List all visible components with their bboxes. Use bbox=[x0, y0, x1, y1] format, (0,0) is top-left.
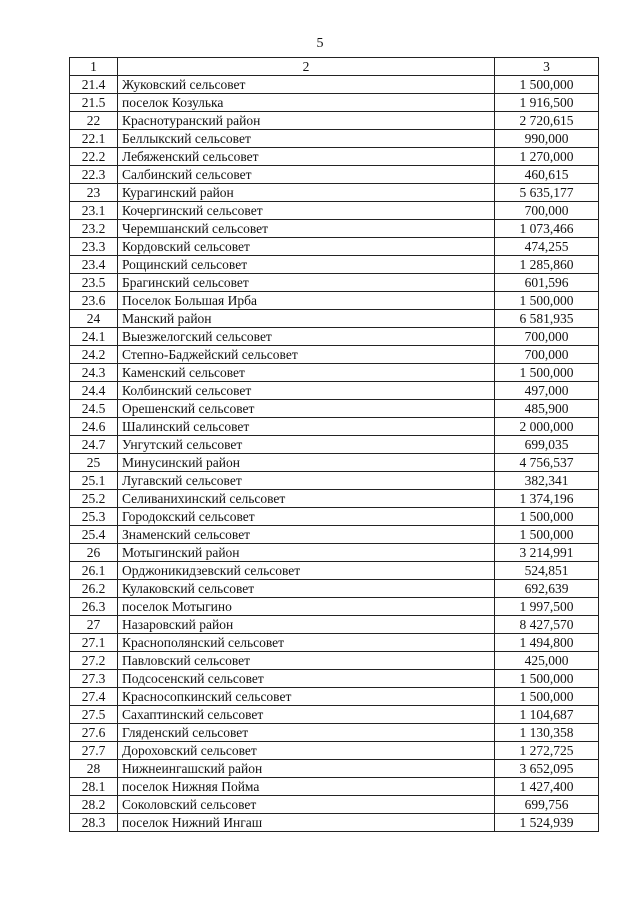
row-amount: 1 374,196 bbox=[495, 490, 599, 508]
row-amount: 2 000,000 bbox=[495, 418, 599, 436]
table-row bbox=[70, 418, 599, 436]
row-number: 28.1 bbox=[70, 778, 118, 796]
row-amount: 1 500,000 bbox=[495, 76, 599, 94]
table-row bbox=[70, 130, 599, 148]
row-name: Сахаптинский сельсовет bbox=[118, 706, 495, 724]
table-row bbox=[70, 616, 599, 634]
row-number: 24.2 bbox=[70, 346, 118, 364]
row-amount: 1 285,860 bbox=[495, 256, 599, 274]
table-row bbox=[70, 526, 599, 544]
row-amount: 1 500,000 bbox=[495, 526, 599, 544]
row-number: 24.4 bbox=[70, 382, 118, 400]
row-name: Брагинский сельсовет bbox=[118, 274, 495, 292]
row-number: 24.6 bbox=[70, 418, 118, 436]
row-name: Кулаковский сельсовет bbox=[118, 580, 495, 598]
allocation-table bbox=[69, 57, 599, 832]
row-amount: 524,851 bbox=[495, 562, 599, 580]
table-row bbox=[70, 472, 599, 490]
row-name: Знаменский сельсовет bbox=[118, 526, 495, 544]
row-name: Мотыгинский район bbox=[118, 544, 495, 562]
row-name: Поселок Большая Ирба bbox=[118, 292, 495, 310]
row-name: Лебяженский сельсовет bbox=[118, 148, 495, 166]
table-row bbox=[70, 670, 599, 688]
table-row bbox=[70, 202, 599, 220]
row-name: Манский район bbox=[118, 310, 495, 328]
row-amount: 1 427,400 bbox=[495, 778, 599, 796]
row-number: 22.1 bbox=[70, 130, 118, 148]
row-name: Селиванихинский сельсовет bbox=[118, 490, 495, 508]
row-amount: 1 104,687 bbox=[495, 706, 599, 724]
row-number: 25.2 bbox=[70, 490, 118, 508]
table-row bbox=[70, 328, 599, 346]
row-amount: 382,341 bbox=[495, 472, 599, 490]
row-amount: 5 635,177 bbox=[495, 184, 599, 202]
row-name: Черемшанский сельсовет bbox=[118, 220, 495, 238]
table-row bbox=[70, 580, 599, 598]
row-amount: 700,000 bbox=[495, 328, 599, 346]
row-amount: 485,900 bbox=[495, 400, 599, 418]
row-number: 26.1 bbox=[70, 562, 118, 580]
row-number: 25.4 bbox=[70, 526, 118, 544]
row-amount: 460,615 bbox=[495, 166, 599, 184]
row-amount: 700,000 bbox=[495, 202, 599, 220]
page-number: 5 bbox=[316, 36, 324, 51]
row-number: 24.7 bbox=[70, 436, 118, 454]
row-amount: 1 524,939 bbox=[495, 814, 599, 832]
row-number: 23 bbox=[70, 184, 118, 202]
row-amount: 8 427,570 bbox=[495, 616, 599, 634]
row-name: Салбинский сельсовет bbox=[118, 166, 495, 184]
row-name: поселок Нижний Ингаш bbox=[118, 814, 495, 832]
row-amount: 6 581,935 bbox=[495, 310, 599, 328]
table-row bbox=[70, 598, 599, 616]
row-number: 27 bbox=[70, 616, 118, 634]
row-number: 22 bbox=[70, 112, 118, 130]
row-number: 22.2 bbox=[70, 148, 118, 166]
row-amount: 1 997,500 bbox=[495, 598, 599, 616]
row-amount: 1 494,800 bbox=[495, 634, 599, 652]
header-row bbox=[70, 58, 599, 76]
row-name: Выезжелогский сельсовет bbox=[118, 328, 495, 346]
row-name: поселок Нижняя Пойма bbox=[118, 778, 495, 796]
table-row bbox=[70, 688, 599, 706]
row-name: Орешенский сельсовет bbox=[118, 400, 495, 418]
table-row bbox=[70, 256, 599, 274]
row-number: 28.3 bbox=[70, 814, 118, 832]
row-name: Минусинский район bbox=[118, 454, 495, 472]
row-number: 27.4 bbox=[70, 688, 118, 706]
table-row bbox=[70, 94, 599, 112]
row-number: 26 bbox=[70, 544, 118, 562]
row-number: 28 bbox=[70, 760, 118, 778]
row-name: Каменский сельсовет bbox=[118, 364, 495, 382]
row-amount: 3 652,095 bbox=[495, 760, 599, 778]
row-amount: 1 916,500 bbox=[495, 94, 599, 112]
row-amount: 1 130,358 bbox=[495, 724, 599, 742]
row-number: 24.1 bbox=[70, 328, 118, 346]
row-name: Степно-Баджейский сельсовет bbox=[118, 346, 495, 364]
table-row bbox=[70, 238, 599, 256]
table-row bbox=[70, 184, 599, 202]
table-row bbox=[70, 634, 599, 652]
table-row bbox=[70, 436, 599, 454]
table-row bbox=[70, 652, 599, 670]
table-row bbox=[70, 76, 599, 94]
row-name: поселок Козулька bbox=[118, 94, 495, 112]
table-row bbox=[70, 310, 599, 328]
row-name: Соколовский сельсовет bbox=[118, 796, 495, 814]
row-name: Беллыкский сельсовет bbox=[118, 130, 495, 148]
row-name: Краснополянский сельсовет bbox=[118, 634, 495, 652]
row-number: 25 bbox=[70, 454, 118, 472]
row-name: Курагинский район bbox=[118, 184, 495, 202]
row-number: 24.5 bbox=[70, 400, 118, 418]
table-row bbox=[70, 364, 599, 382]
row-name: Шалинский сельсовет bbox=[118, 418, 495, 436]
table-row bbox=[70, 148, 599, 166]
table-row bbox=[70, 814, 599, 832]
row-amount: 4 756,537 bbox=[495, 454, 599, 472]
table-row bbox=[70, 490, 599, 508]
row-name: поселок Мотыгино bbox=[118, 598, 495, 616]
column-header-amount: 3 bbox=[495, 58, 599, 76]
table-row bbox=[70, 778, 599, 796]
row-number: 23.5 bbox=[70, 274, 118, 292]
row-amount: 497,000 bbox=[495, 382, 599, 400]
row-name: Гляденский сельсовет bbox=[118, 724, 495, 742]
row-amount: 601,596 bbox=[495, 274, 599, 292]
table-body bbox=[70, 76, 599, 832]
table-row bbox=[70, 166, 599, 184]
row-number: 27.3 bbox=[70, 670, 118, 688]
table-row bbox=[70, 274, 599, 292]
row-amount: 3 214,991 bbox=[495, 544, 599, 562]
row-number: 26.2 bbox=[70, 580, 118, 598]
row-number: 24 bbox=[70, 310, 118, 328]
row-amount: 699,756 bbox=[495, 796, 599, 814]
table-row bbox=[70, 796, 599, 814]
row-number: 25.3 bbox=[70, 508, 118, 526]
row-number: 23.4 bbox=[70, 256, 118, 274]
row-amount: 692,639 bbox=[495, 580, 599, 598]
row-amount: 2 720,615 bbox=[495, 112, 599, 130]
row-name: Городокский сельсовет bbox=[118, 508, 495, 526]
table-row bbox=[70, 292, 599, 310]
row-name: Назаровский район bbox=[118, 616, 495, 634]
row-number: 24.3 bbox=[70, 364, 118, 382]
row-amount: 700,000 bbox=[495, 346, 599, 364]
column-header-number: 1 bbox=[70, 58, 118, 76]
table-row bbox=[70, 562, 599, 580]
row-number: 21.4 bbox=[70, 76, 118, 94]
table-row bbox=[70, 220, 599, 238]
row-amount: 1 500,000 bbox=[495, 364, 599, 382]
row-number: 27.2 bbox=[70, 652, 118, 670]
row-amount: 699,035 bbox=[495, 436, 599, 454]
row-amount: 1 272,725 bbox=[495, 742, 599, 760]
table-row bbox=[70, 454, 599, 472]
row-number: 28.2 bbox=[70, 796, 118, 814]
row-name: Унгутский сельсовет bbox=[118, 436, 495, 454]
row-amount: 1 500,000 bbox=[495, 670, 599, 688]
row-name: Лугавский сельсовет bbox=[118, 472, 495, 490]
row-amount: 990,000 bbox=[495, 130, 599, 148]
row-name: Дороховский сельсовет bbox=[118, 742, 495, 760]
row-name: Красносопкинский сельсовет bbox=[118, 688, 495, 706]
row-number: 27.1 bbox=[70, 634, 118, 652]
row-amount: 1 500,000 bbox=[495, 508, 599, 526]
table-row bbox=[70, 112, 599, 130]
row-number: 22.3 bbox=[70, 166, 118, 184]
row-number: 27.7 bbox=[70, 742, 118, 760]
row-name: Нижнеингашский район bbox=[118, 760, 495, 778]
row-amount: 1 500,000 bbox=[495, 688, 599, 706]
table-row bbox=[70, 508, 599, 526]
row-number: 23.6 bbox=[70, 292, 118, 310]
row-name: Колбинский сельсовет bbox=[118, 382, 495, 400]
table-row bbox=[70, 544, 599, 562]
row-name: Кордовский сельсовет bbox=[118, 238, 495, 256]
row-number: 21.5 bbox=[70, 94, 118, 112]
row-number: 25.1 bbox=[70, 472, 118, 490]
table-row bbox=[70, 400, 599, 418]
row-amount: 425,000 bbox=[495, 652, 599, 670]
row-number: 27.6 bbox=[70, 724, 118, 742]
row-name: Подсосенский сельсовет bbox=[118, 670, 495, 688]
row-name: Краснотуранский район bbox=[118, 112, 495, 130]
row-amount: 1 500,000 bbox=[495, 292, 599, 310]
row-amount: 474,255 bbox=[495, 238, 599, 256]
row-name: Орджоникидзевский сельсовет bbox=[118, 562, 495, 580]
table-row bbox=[70, 382, 599, 400]
row-number: 23.1 bbox=[70, 202, 118, 220]
row-name: Рощинский сельсовет bbox=[118, 256, 495, 274]
row-number: 27.5 bbox=[70, 706, 118, 724]
row-number: 23.3 bbox=[70, 238, 118, 256]
row-amount: 1 073,466 bbox=[495, 220, 599, 238]
table-row bbox=[70, 760, 599, 778]
table-row bbox=[70, 706, 599, 724]
row-name: Жуковский сельсовет bbox=[118, 76, 495, 94]
row-amount: 1 270,000 bbox=[495, 148, 599, 166]
column-header-name: 2 bbox=[118, 58, 495, 76]
table-row bbox=[70, 724, 599, 742]
row-number: 26.3 bbox=[70, 598, 118, 616]
table-row bbox=[70, 742, 599, 760]
row-name: Павловский сельсовет bbox=[118, 652, 495, 670]
row-number: 23.2 bbox=[70, 220, 118, 238]
table-row bbox=[70, 346, 599, 364]
row-name: Кочергинский сельсовет bbox=[118, 202, 495, 220]
